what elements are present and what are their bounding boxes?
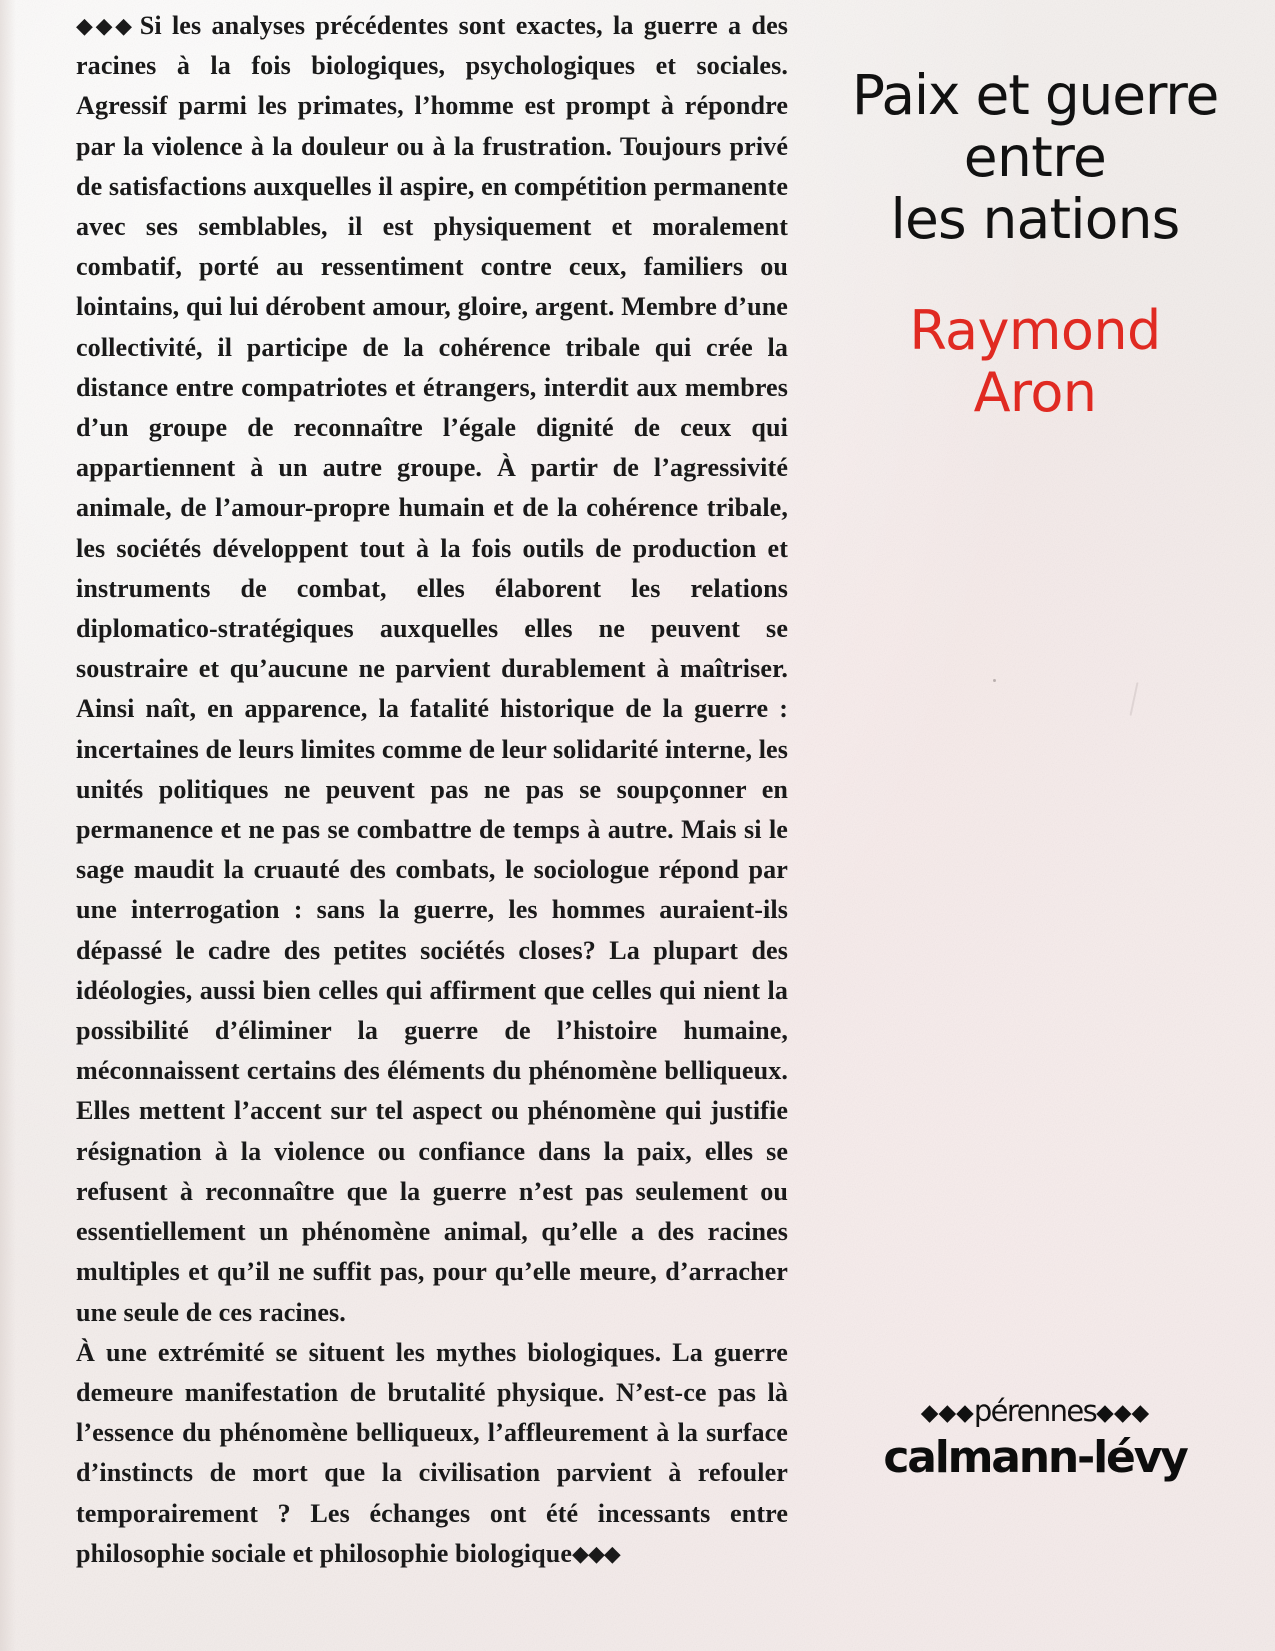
- back-cover-blurb: [76, 6, 788, 1574]
- blurb-paragraph-1-text: Si les analyses précédentes sont exactes, la guerre a des racines à la fois biologiques, psychologiques et sociales. Agressif parmi les primates, l’homme est prompt à répondre par la violence à la douleur ou à la frustration. Toujours privé de satisfactions auxquelles il aspire, en compétition permanente avec ses semblables, il est physiquement et moralement combatif, porté au ressentiment contre ceux, familiers ou lointains, qui lui dérobent amour, gloire, argent. Membre d’une collectivité, il participe de la cohérence tribale qui crée la distance entre compatriotes et étrangers, interdit aux membres d’un groupe de reconnaître l’égale dignité de ceux qui appartiennent à un autre groupe. À partir de l’agressivité animale, de l’amour-propre humain et de la cohérence tribale, les sociétés développent tout à la fois outils de production et instruments de combat, elles élaborent les relations diplomatico-stratégiques auxquelles elles ne peuvent se soustraire et qu’aucune ne parvient durablement à maîtriser. Ainsi naît, en apparence, la fatalité historique de la guerre : incertaines de leurs limites comme de leur solidarité interne, les unités politiques ne peuvent pas ne pas se soupçonner en permanence et ne pas se combattre de temps à autre. Mais si le sage maudit la cruauté des combats, le sociologue répond par une interrogation : sans la guerre, les hommes auraient-ils dépassé le cadre des petites sociétés closes? La plupart des idéologies, aussi bien celles qui affirment que celles qui nient la possibilité d’éliminer la guerre de l’histoire humaine, méconnaissent certains des éléments du phénomène belliqueux. Elles mettent l’accent sur tel aspect ou phénomène qui justifie résignation à la violence ou confiance dans la paix, elles se refusent à reconnaître que la guerre n’est pas seulement ou essentiellement un phénomène animal, qu’elle a des racines multiples et qu’il ne suffit pas, pour qu’elle meure, d’arracher une seule de ces racines.: [76, 11, 789, 1327]
- collection-name: pérennes: [973, 1394, 1097, 1428]
- book-title-line-3: les nations: [890, 187, 1180, 251]
- collection-diamonds-right-icon: ◆◆◆: [1096, 1400, 1150, 1426]
- book-author-last-name: Aron: [973, 361, 1097, 424]
- book-title-line-1: Paix et guerre: [851, 63, 1219, 127]
- trailing-diamonds-ornament: ◆◆◆: [572, 1540, 620, 1566]
- book-title-line-2: entre: [963, 125, 1107, 189]
- blurb-paragraph-2-text: À une extrémité se situent les mythes biologiques. La guerre demeure manifestation de brutalité physique. N’est-ce pas là l’essence du phénomène belliqueux, l’affleurement à la surface d’instincts de mort que la civilisation parvient à refouler temporairement ? Les échanges ont été incessants entre philosophie sociale et philosophie biologique: [76, 1337, 788, 1568]
- collection-diamonds-left-icon: ◆◆◆: [920, 1400, 974, 1426]
- book-title: [800, 64, 1270, 250]
- publisher-imprint: calmann-lévy: [883, 1432, 1187, 1483]
- book-author-first-name: Raymond: [909, 299, 1161, 362]
- blurb-paragraph-2: [76, 1333, 788, 1574]
- book-author: [800, 300, 1270, 424]
- cover-right-panel: [800, 0, 1275, 1651]
- blurb-paragraph-1: [76, 6, 788, 1333]
- left-edge-shading: [0, 0, 16, 1651]
- publisher-block: [800, 1396, 1270, 1482]
- lead-diamonds-ornament: ◆◆◆: [76, 13, 135, 38]
- collection-mark: [800, 1396, 1270, 1428]
